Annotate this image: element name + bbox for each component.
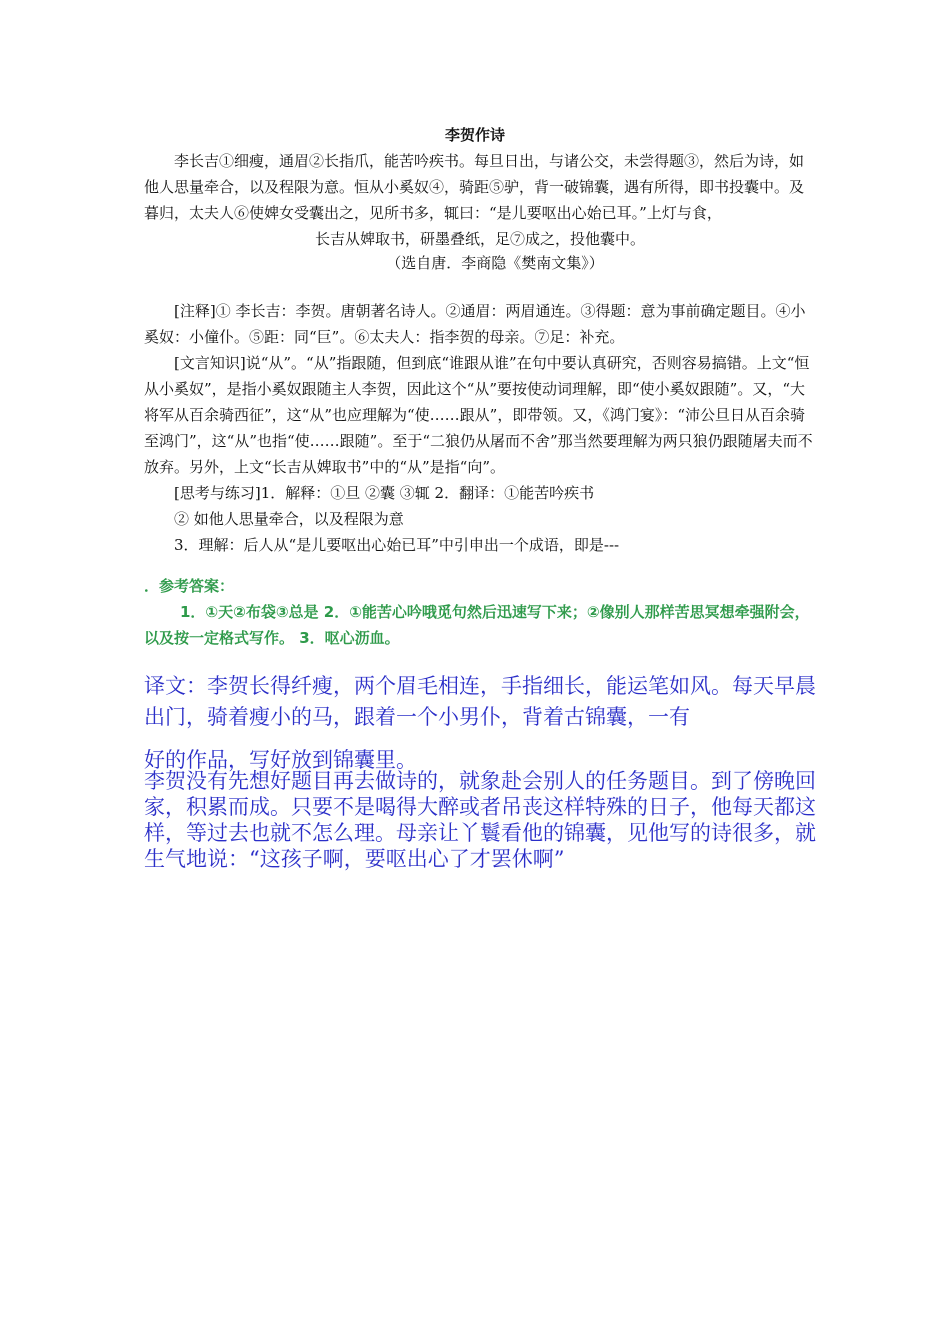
answer-section: [144, 573, 824, 651]
exercise-line-3: 3．理解：后人从“是儿要呕出心始已耳”中引申出一个成语，即是---: [174, 536, 620, 554]
source-citation-block: [144, 250, 816, 276]
translation-text-2: 李贺没有先想好题目再去做诗的，就象赴会别人的任务题目。到了傍晚回家，积累而成。只要不是喝得大醉或者吊丧这样特殊的日子，他每天都这样，等过去也就不怎么理。母亲让丫鬟看他的锦囊，见他写的诗很多，就生气地说：“这孩子啊，要呕出心了才罢休啊”: [144, 769, 816, 871]
source-citation: （选自唐．李商隐《樊南文集》）: [386, 254, 604, 272]
document-title: 李贺作诗: [444, 126, 505, 144]
study-notes: [144, 298, 816, 558]
classical-text: [144, 148, 816, 252]
exercise-line-1: [思考与练习]1．解释：①旦 ②囊 ③辄 2．翻译：①能苦吟疾书: [174, 484, 595, 502]
translation-text-1: 译文：李贺长得纤瘦，两个眉毛相连，手指细长，能运笔如风。每天早晨出门，骑着瘦小的马，跟着一个小男仆，背着古锦囊，一有: [144, 674, 816, 729]
classical-text-last-line: 长吉从婢取书，研墨叠纸，足⑦成之，投他囊中。: [314, 230, 645, 248]
translation-paragraph-2: [144, 768, 824, 872]
translation-text-1-end: 好的作品，写好放到锦囊里。: [144, 748, 417, 772]
classical-text-body: 李长吉①细瘦，通眉②长指爪，能苦吟疾书。每旦日出，与诸公交，未尝得题③，然后为诗，如他人思量牵合，以及程限为意。恒从小奚奴④，骑距⑤驴，背一破锦囊，遇有所得，即书投囊中。及暮归，太夫人⑥使婢女受囊出之，见所书多，辄曰：“是儿要呕出心始已耳。”上灯与食，: [144, 152, 805, 222]
answer-text: 1．①天②布袋③总是 2．①能苦心吟哦觅句然后迅速写下来；②像别人那样苦思冥想牵强附会，以及按一定格式写作。 3．呕心沥血。: [144, 603, 810, 647]
answer-heading: ．参考答案：: [144, 577, 235, 595]
knowledge-paragraph: [文言知识]说“从”。“从”指跟随，但到底“谁跟从谁”在句中要认真研究，否则容易搞错。上文“恒从小奚奴”，是指小奚奴跟随主人李贺，因此这个“从”要按使动词理解，即“使小奚奴跟随”。又，“大将军从百余骑西征”，这“从”也应理解为“使……跟从”，即带领。又，《鸿门宴》：“沛公旦日从百余骑至鸿门”，这“从”也指“使……跟随”。至于“二狼仍从屠而不舍”那当然要理解为两只狼仍跟随屠夫而不放弃。另外，上文“长吉从婢取书”中的“从”是指“向”。: [144, 354, 813, 476]
exercise-line-2: ② 如他人思量牵合，以及程限为意: [174, 510, 404, 528]
annotations-paragraph: [注释]① 李长吉：李贺。唐朝著名诗人。②通眉：两眉通连。③得题：意为事前确定题目。④小奚奴：小僮仆。⑤距：同“巨”。⑥太夫人：指李贺的母亲。⑦足：补充。: [144, 302, 806, 346]
translation-paragraph-1: [144, 671, 824, 776]
